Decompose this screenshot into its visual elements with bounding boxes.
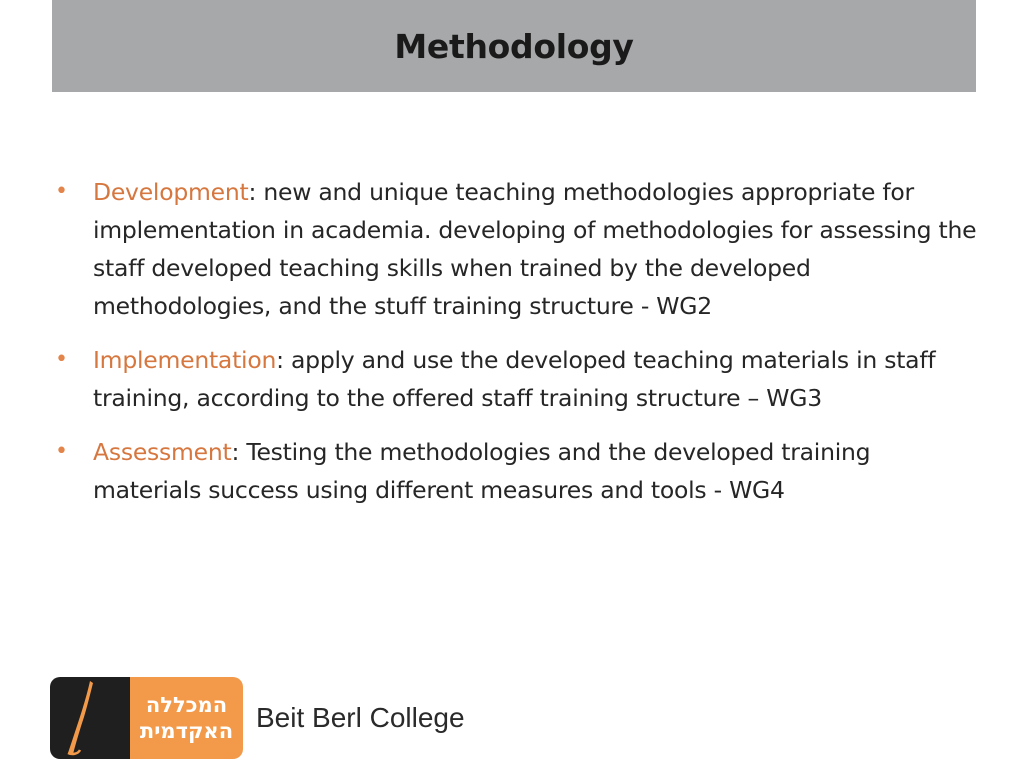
bullet-term: Assessment [93, 438, 232, 466]
logo-dark-panel [50, 677, 130, 759]
bullet-text: : new and unique teaching methodologies appropriate for implementation in academia. developing of methodologies for assessing the staff developed teaching skills when trained by the developed methodologies, and the stuff training structure - WG2 [93, 178, 977, 320]
bullet-assessment [52, 433, 982, 509]
logo-quill-icon [50, 677, 130, 759]
bullet-text: : apply and use the developed teaching materials in staff training, according to the offered staff training structure – WG3 [93, 346, 936, 412]
bullet-marker: • [55, 179, 68, 204]
logo-hebrew-line2: האקדמית [139, 719, 234, 743]
logo-hebrew-line1: המכללה [145, 693, 228, 717]
bullet-text: : Testing the methodologies and the developed training materials success using different measures and tools - WG4 [93, 438, 871, 504]
bullet-term: Development [93, 178, 249, 206]
college-name: Beit Berl College [256, 702, 465, 733]
college-logo [50, 677, 465, 759]
slide-title: Methodology [394, 26, 634, 66]
bullet-development [52, 173, 982, 325]
title-bar [52, 0, 976, 92]
bullet-list [52, 173, 982, 525]
bullet-marker: • [55, 439, 68, 464]
bullet-marker: • [55, 347, 68, 372]
bullet-term: Implementation [93, 346, 277, 374]
bullet-implementation [52, 341, 982, 417]
logo-orange-panel [130, 677, 243, 759]
